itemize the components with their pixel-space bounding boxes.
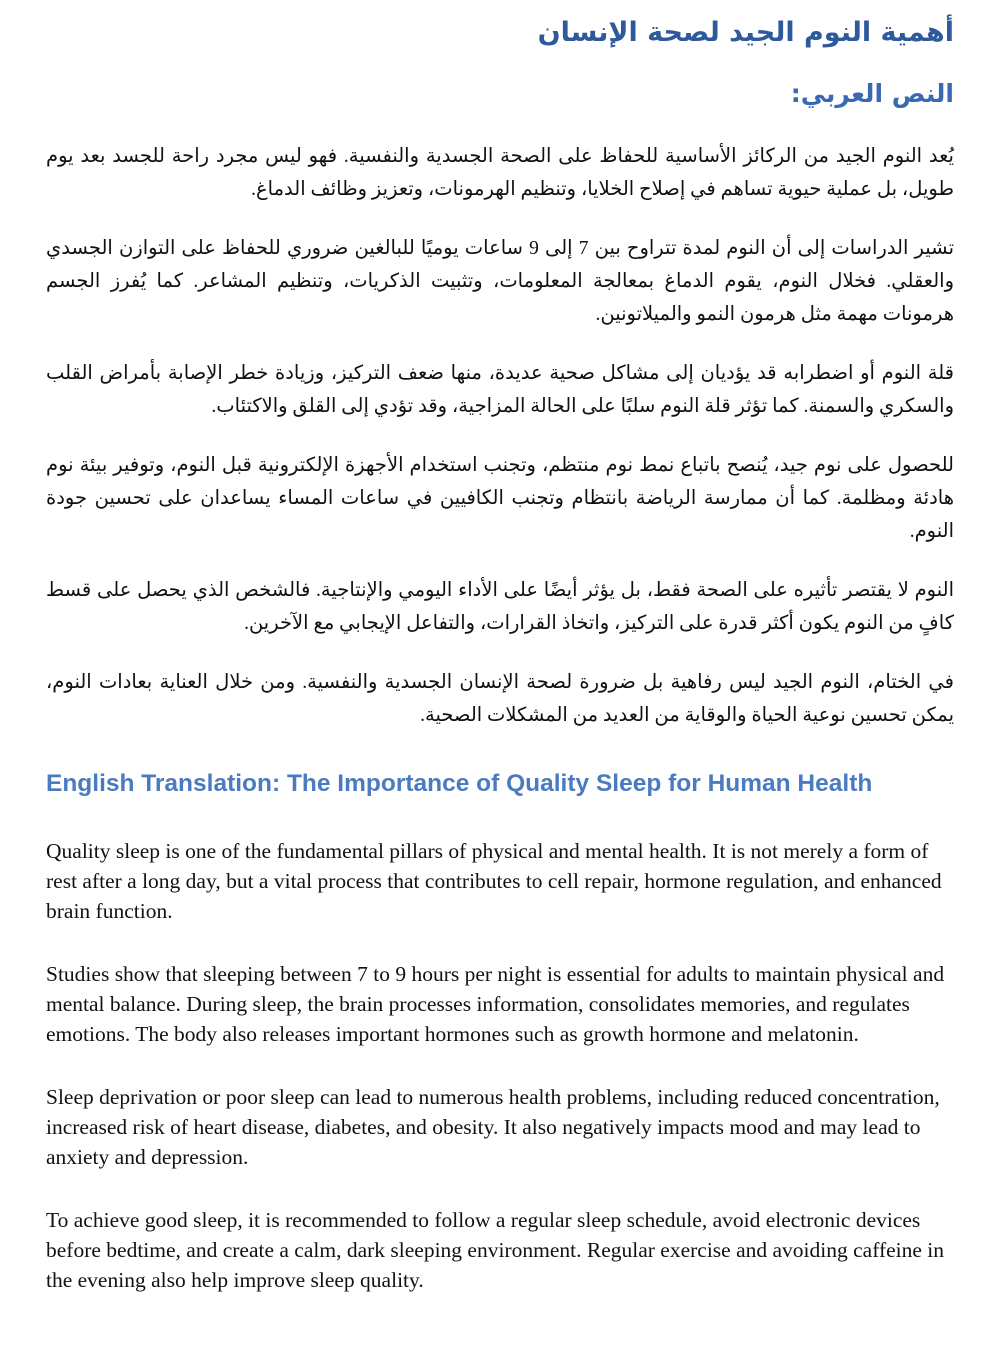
english-translation-heading: English Translation: The Importance of Quality Sleep for Human Health <box>46 770 873 797</box>
english-paragraph: Sleep deprivation or poor sleep can lead to numerous health problems, including reduced concentration, increased risk of heart disease, diabetes, and obesity. It also negatively impacts mood and may lead to anxiety and depression. <box>46 1085 940 1169</box>
arabic-paragraph: للحصول على نوم جيد، يُنصح باتباع نمط نوم منتظم، وتجنب استخدام الأجهزة الإلكترونية قبل النوم، وتوفير بيئة نوم هادئة ومظلمة. كما أن ممارسة الرياضة بانتظام وتجنب الكافيين في ساعات المساء يساعدان على تحسين جودة النوم. <box>46 455 954 542</box>
english-paragraph: Quality sleep is one of the fundamental pillars of physical and mental health. It is not merely a form of rest after a long day, but a vital process that contributes to cell repair, hormone regulation, and enhanced brain function. <box>46 839 942 923</box>
arabic-paragraph: يُعد النوم الجيد من الركائز الأساسية للحفاظ على الصحة الجسدية والنفسية. فهو ليس مجرد راحة للجسد بعد يوم طويل، بل عملية حيوية تساهم في إصلاح الخلايا، وتنظيم الهرمونات، وتعزيز وظائف الدماغ. <box>46 146 954 200</box>
english-text-section <box>46 836 954 1295</box>
arabic-text-section <box>46 140 954 732</box>
arabic-section-label: النص العربي: <box>790 79 954 108</box>
english-paragraph: Studies show that sleeping between 7 to 9 hours per night is essential for adults to maintain physical and mental balance. During sleep, the brain processes information, consolidates memories, and regulates emotions. The body also releases important hormones such as growth hormone and melatonin. <box>46 962 945 1046</box>
arabic-paragraph: في الختام، النوم الجيد ليس رفاهية بل ضرورة لصحة الإنسان الجسدية والنفسية. ومن خلال العناية بعادات النوم، يمكن تحسين نوعية الحياة والوقاية من العديد من المشكلات الصحية. <box>46 672 954 726</box>
english-paragraph: To achieve good sleep, it is recommended to follow a regular sleep schedule, avoid electronic devices before bedtime, and create a calm, dark sleeping environment. Regular exercise and avoiding caffeine in the evening also help improve sleep quality. <box>46 1208 945 1292</box>
arabic-paragraph: قلة النوم أو اضطرابه قد يؤديان إلى مشاكل صحية عديدة، منها ضعف التركيز، وزيادة خطر الإصابة بأمراض القلب والسكري والسمنة. كما تؤثر قلة النوم سلبًا على الحالة المزاجية، وقد تؤدي إلى القلق والاكتئاب. <box>46 363 954 417</box>
document-title-arabic: أهمية النوم الجيد لصحة الإنسان <box>537 17 954 48</box>
arabic-paragraph: النوم لا يقتصر تأثيره على الصحة فقط، بل يؤثر أيضًا على الأداء اليومي والإنتاجية. فالشخص الذي يحصل على قسط كافٍ من النوم يكون أكثر قدرة على التركيز، واتخاذ القرارات، والتفاعل الإيجابي مع الآخرين. <box>46 580 954 634</box>
arabic-paragraph: تشير الدراسات إلى أن النوم لمدة تتراوح بين 7 إلى 9 ساعات يوميًا للبالغين ضروري للحفاظ على التوازن الجسدي والعقلي. فخلال النوم، يقوم الدماغ بمعالجة المعلومات، وتثبيت الذكريات، وتنظيم المشاعر. كما يُفرز الجسم هرمونات مهمة مثل هرمون النمو والميلاتونين. <box>46 238 955 325</box>
